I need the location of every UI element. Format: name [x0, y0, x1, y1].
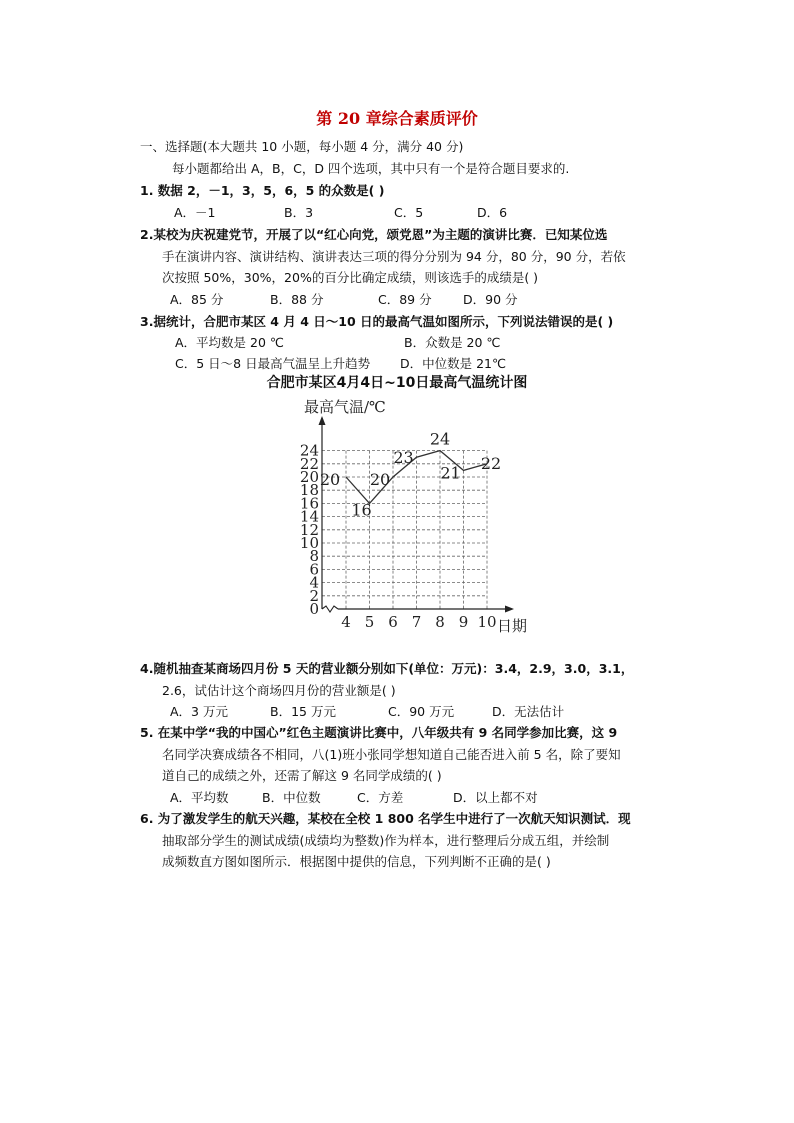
y-tick-label-14: 14 [299, 507, 319, 526]
data-label-9: 21 [440, 463, 461, 483]
y-tick-label-6: 6 [309, 560, 319, 579]
y-tick-label-20: 20 [299, 468, 319, 486]
question-2-line-1: 2.某校为庆祝建党节，开展了以“红心向党，颂党恩”为主题的演讲比赛．已知某位选 [140, 227, 608, 242]
y-axis-label: 最高气温/℃ [304, 398, 386, 416]
data-label-4: 20 [319, 470, 341, 489]
page-title: 第 20 章综合素质评价 [316, 109, 478, 128]
question-2-line-2: 手在演讲内容、演讲结构、演讲表达三项的得分分别为 94 分，80 分，90 分，若依 [162, 249, 626, 264]
question-4-line-1: 4.随机抽查某商场四月份 5 天的营业额分别如下(单位：万元)：3.4，2.9，3.0，3.1， [140, 661, 634, 676]
section-heading: 一、选择题(本大题共 10 小题，每小题 4 分，满分 40 分) [140, 139, 464, 154]
data-label-5: 16 [351, 500, 372, 520]
x-tick-label-7: 7 [411, 613, 422, 631]
q3-option-d: D．中位数是 21℃ [400, 356, 507, 371]
question-5-line-1: 5. 在某中学“我的中国心”红色主题演讲比赛中，八年级共有 9 名同学参加比赛，这 9 [140, 725, 618, 740]
question-6-line-1: 6. 为了激发学生的航天兴趣，某校在全校 1 800 名学生中进行了一次航天知识测试．现 [140, 811, 631, 826]
x-axis-arrow [505, 606, 514, 613]
q2-option-a: A．85 分 [170, 292, 224, 307]
section-instruction: 每小题都给出 A，B，C，D 四个选项，其中只有一个是符合题目要求的. [172, 161, 570, 176]
x-axis-label: 日期 [497, 617, 528, 635]
y-tick-label-2: 2 [309, 586, 319, 605]
x-axis-break [322, 606, 338, 612]
data-label-8: 24 [429, 429, 451, 449]
question-5-line-3: 道自己的成绩之外，还需了解这 9 名同学成绩的( ) [162, 768, 442, 783]
question-2-line-3: 次按照 50%，30%，20%的百分比确定成绩，则该选手的成绩是( ) [162, 270, 539, 285]
chart-title: 合肥市某区4月4日~10日最高气温统计图 [266, 375, 528, 391]
question-6-line-3: 成频数直方图如图所示．根据图中提供的信息，下列判断不正确的是( ) [162, 854, 551, 869]
data-label-7: 23 [393, 448, 414, 468]
q5-option-c: C．方差 [357, 790, 404, 805]
y-tick-label-0: 0 [309, 600, 319, 618]
x-tick-label-9: 9 [458, 613, 469, 631]
y-tick-label-12: 12 [299, 520, 319, 539]
x-tick-label-5: 5 [364, 613, 375, 631]
data-label-10: 22 [480, 453, 502, 473]
q1-option-b: B．3 [284, 205, 314, 220]
q2-option-b: B．88 分 [270, 292, 324, 307]
question-1-stem: 1. 数据 2，－1，3，5，6，5 的众数是( ) [140, 183, 385, 198]
question-4-line-2: 2.6，试估计这个商场四月份的营业额是( ) [162, 683, 396, 698]
y-tick-label-8: 8 [309, 547, 319, 566]
question-3-stem: 3.据统计，合肥市某区 4 月 4 日～10 日的最高气温如图所示，下列说法错误的是( ) [140, 314, 614, 329]
x-tick-label-10: 10 [477, 613, 497, 631]
y-tick-label-4: 4 [309, 573, 319, 592]
data-label-6: 20 [369, 470, 391, 489]
y-tick-label-18: 18 [299, 481, 319, 500]
q3-option-b: B．众数是 20 ℃ [404, 335, 501, 350]
y-tick-label-22: 22 [299, 454, 319, 473]
y-tick-label-16: 16 [299, 494, 319, 513]
q1-option-c: C．5 [394, 205, 424, 220]
q1-option-d: D．6 [477, 205, 508, 220]
question-5-line-2: 名同学决赛成绩各不相同，八(1)班小张同学想知道自己能否进入前 5 名，除了要知 [162, 747, 621, 762]
q4-option-d: D．无法估计 [492, 704, 565, 719]
x-tick-label-4: 4 [341, 613, 351, 631]
q2-option-d: D．90 分 [463, 292, 518, 307]
x-tick-label-8: 8 [435, 613, 445, 631]
q3-option-c: C．5 日～8 日最高气温呈上升趋势 [175, 356, 371, 371]
q4-option-a: A．3 万元 [170, 704, 228, 719]
y-axis-arrow [319, 416, 326, 425]
q5-option-b: B．中位数 [262, 790, 321, 805]
y-tick-label-24: 24 [299, 441, 319, 460]
chart-grid [319, 451, 487, 609]
q4-option-c: C．90 万元 [388, 704, 455, 719]
temperature-line-chart [0, 392, 794, 662]
q3-option-a: A．平均数是 20 ℃ [175, 335, 284, 350]
q1-option-a: A．－1 [174, 205, 216, 220]
question-6-line-2: 抽取部分学生的测试成绩(成绩均为整数)作为样本，进行整理后分成五组，并绘制 [162, 833, 610, 848]
x-tick-label-6: 6 [388, 613, 398, 631]
q2-option-c: C．89 分 [378, 292, 432, 307]
q4-option-b: B．15 万元 [270, 704, 336, 719]
y-tick-label-10: 10 [299, 534, 319, 552]
q5-option-d: D．以上都不对 [453, 790, 538, 805]
q5-option-a: A．平均数 [170, 790, 229, 805]
